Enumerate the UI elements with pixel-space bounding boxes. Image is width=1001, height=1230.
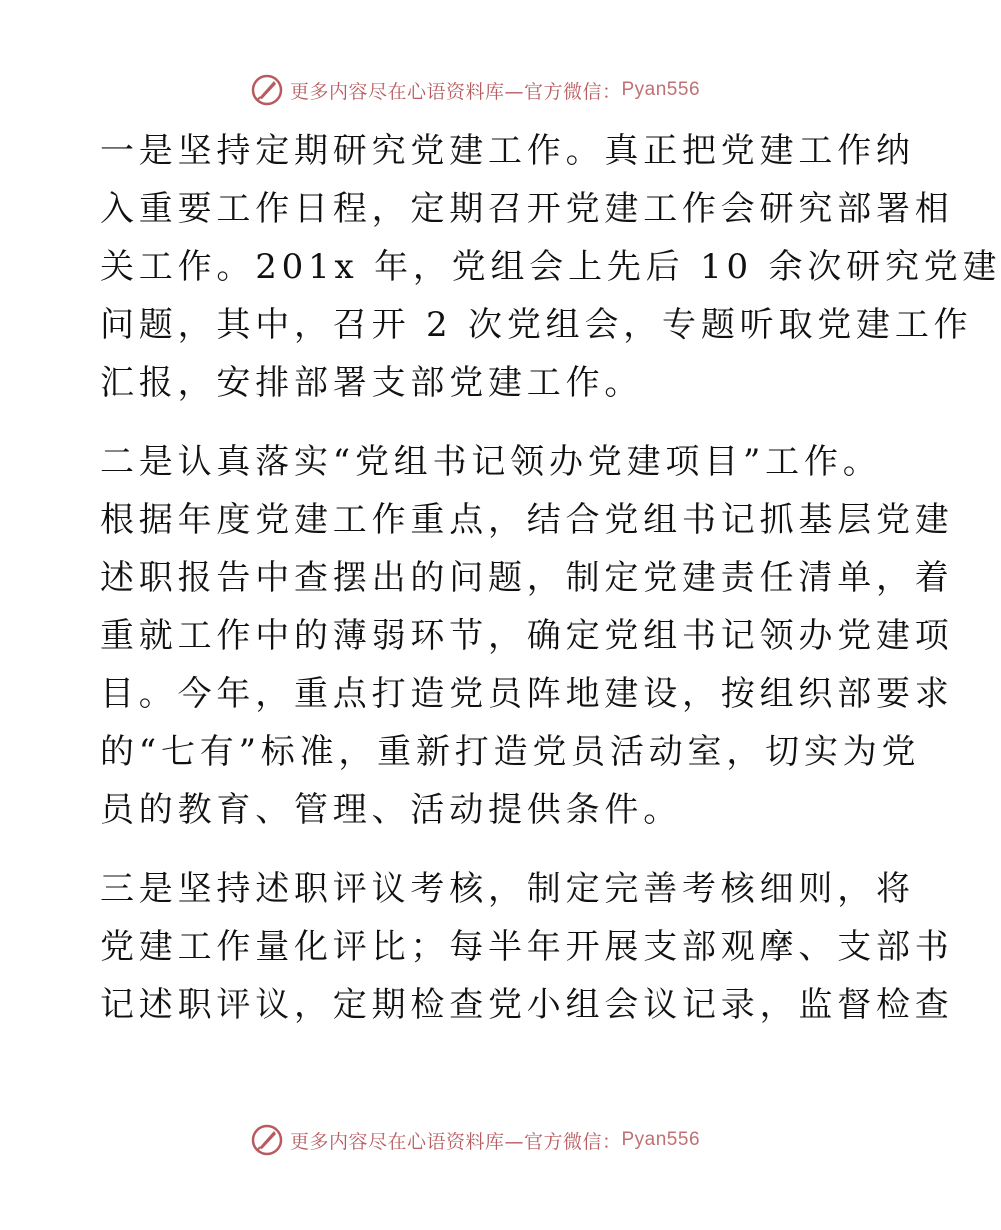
paragraph-1 [100, 122, 1001, 412]
text-line: 记述职评议，定期检查党小组会议记录，监督检查 [100, 985, 954, 1025]
quill-pen-logo-icon [250, 1123, 284, 1157]
header-watermark [0, 70, 950, 110]
text-line: 党建工作量化评比；每半年开展支部观摩、支部书 [100, 927, 954, 967]
watermark-wechat-id: Pyan556 [621, 1129, 701, 1150]
text-line: 入重要工作日程，定期召开党建工作会研究部署相 [100, 189, 954, 229]
text-line: 汇报，安排部署支部党建工作。 [100, 363, 644, 403]
text-line: 根据年度党建工作重点，结合党组书记抓基层党建 [100, 500, 954, 540]
document-body [100, 122, 1001, 1055]
text-line: 述职报告中查摆出的问题，制定党建责任清单，着 [100, 558, 954, 598]
watermark-text: 更多内容尽在心语资料库—官方微信： [289, 1130, 622, 1153]
text-line: 二是认真落实“党组书记领办党建项目”工作。 [100, 442, 882, 482]
text-line: 一是坚持定期研究党建工作。真正把党建工作纳 [100, 131, 915, 171]
watermark-wechat-id: Pyan556 [621, 79, 701, 100]
quill-pen-logo-icon [250, 73, 284, 107]
text-line: 目。今年，重点打造党员阵地建设，按组织部要求 [100, 674, 954, 714]
footer-watermark [0, 1120, 950, 1160]
paragraph-2 [100, 433, 954, 839]
text-line: 关工作。201x 年，党组会上先后 10 余次研究党建 [100, 247, 1001, 287]
text-line: 的“七有”标准，重新打造党员活动室，切实为党 [100, 732, 921, 772]
text-line: 员的教育、管理、活动提供条件。 [100, 790, 682, 830]
paragraph-3 [100, 860, 954, 1034]
watermark-text: 更多内容尽在心语资料库—官方微信： [289, 80, 622, 103]
text-line: 重就工作中的薄弱环节，确定党组书记领办党建项 [100, 616, 954, 656]
text-line: 三是坚持述职评议考核，制定完善考核细则，将 [100, 869, 915, 909]
text-line: 问题，其中，召开 2 次党组会，专题听取党建工作 [100, 305, 973, 345]
